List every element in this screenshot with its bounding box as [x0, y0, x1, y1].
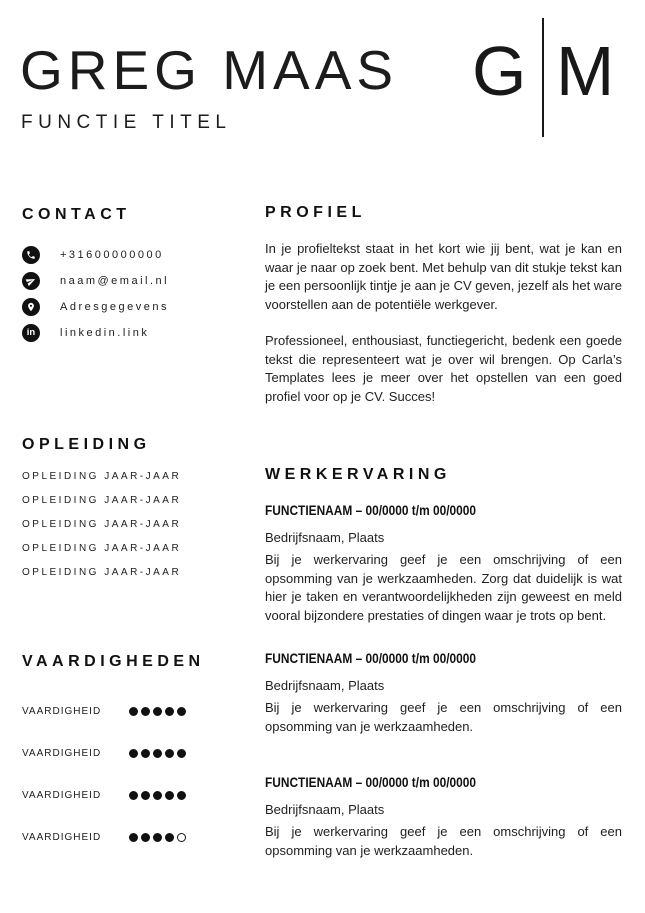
skills-section-title: VAARDIGHEDEN: [22, 653, 205, 670]
job-function-subtitle: FUNCTIE TITEL: [21, 112, 232, 133]
location-icon: [22, 298, 40, 316]
skill-dot-filled: [153, 707, 162, 716]
skill-label: VAARDIGHEID: [22, 705, 102, 717]
education-item: OPLEIDING JAAR-JAAR: [22, 495, 182, 506]
skill-dot-filled: [177, 707, 186, 716]
education-item: OPLEIDING JAAR-JAAR: [22, 567, 182, 578]
contact-item-linkedin[interactable]: [22, 324, 242, 342]
skill-dot-filled: [129, 707, 138, 716]
contact-item-phone[interactable]: [22, 246, 242, 264]
job-title: FUNCTIENAAM – 00/0000 t/m 00/0000: [265, 650, 476, 666]
education-item: OPLEIDING JAAR-JAAR: [22, 471, 182, 482]
linkedin-value: linkedin.link: [60, 327, 150, 339]
skill-dot-empty: [177, 833, 186, 842]
linkedin-icon: in: [22, 324, 40, 342]
education-item: OPLEIDING JAAR-JAAR: [22, 543, 182, 554]
job-entry: [265, 650, 622, 736]
email-value: naam@email.nl: [60, 275, 170, 287]
skill-dot-filled: [141, 833, 150, 842]
education-list: [22, 471, 242, 579]
job-company: Bedrijfsnaam, Plaats: [265, 530, 385, 545]
job-entry: [265, 502, 622, 625]
contact-item-email[interactable]: [22, 272, 242, 290]
send-icon: [22, 272, 40, 290]
contact-list: [22, 246, 242, 342]
education-section-title: OPLEIDING: [22, 436, 151, 453]
skill-dot-filled: [177, 791, 186, 800]
profile-section: [265, 205, 622, 406]
skill-dot-filled: [165, 833, 174, 842]
job-description: Bij je werkervaring geef je een omschrijving of een opsomming van je werkzaamheden.: [265, 700, 622, 734]
job-description: Bij je werkervaring geef je een omschrijving of een opsomming van je werkzaamheden. Zorg dat duidelijk is wat hier je taken en verantwoordelijkheden zijn geweest en meld vooral bijzondere prestaties of dingen waar je trots op bent.: [265, 552, 622, 623]
work-experience-section-title: WERKERVARING: [265, 466, 451, 483]
skill-dot-filled: [141, 707, 150, 716]
skill-row: [22, 830, 242, 844]
skill-dot-filled: [153, 833, 162, 842]
skill-dot-filled: [165, 707, 174, 716]
skill-row: [22, 704, 242, 718]
page-title: GREG MAAS: [20, 39, 399, 101]
skills-list: [22, 704, 242, 844]
job-list: [265, 502, 622, 860]
job-company: Bedrijfsnaam, Plaats: [265, 802, 385, 817]
job-company: Bedrijfsnaam, Plaats: [265, 678, 385, 693]
skill-dot-filled: [153, 791, 162, 800]
skill-row: [22, 746, 242, 760]
skill-dot-filled: [141, 749, 150, 758]
monogram-letter-m: M: [556, 32, 615, 110]
skill-dot-filled: [165, 791, 174, 800]
phone-value: +31600000000: [60, 249, 164, 261]
education-item: OPLEIDING JAAR-JAAR: [22, 519, 182, 530]
profile-paragraph: Professioneel, enthousiast, functiegericht, bedenk een goede tekst die representeert wat je over wil brengen. Op Carla’s Templates lees je meer over het opstellen van een goed profiel voor op je CV. Succes!: [265, 333, 622, 404]
skill-label: VAARDIGHEID: [22, 831, 102, 843]
work-experience-section: [265, 467, 622, 860]
skill-row: [22, 788, 242, 802]
skill-dot-filled: [141, 791, 150, 800]
skill-dot-filled: [153, 749, 162, 758]
contact-item-address[interactable]: [22, 298, 242, 316]
skill-dot-filled: [129, 833, 138, 842]
skill-dot-filled: [129, 791, 138, 800]
skill-dot-filled: [129, 749, 138, 758]
profile-section-title: PROFIEL: [265, 204, 366, 221]
profile-paragraph: In je profieltekst staat in het kort wie jij bent, wat je kan en waar je naar op zoek bent. Met behulp van dit stukje tekst kan je een persoonlijk tintje je aan je CV geven, jezelf als het ware voorstellen aan de potentiële werkgever.: [265, 241, 622, 312]
job-entry: [265, 774, 622, 860]
skill-dot-filled: [165, 749, 174, 758]
skill-dots: [129, 707, 186, 716]
skill-dot-filled: [177, 749, 186, 758]
education-section: [22, 437, 242, 591]
skill-label: VAARDIGHEID: [22, 789, 102, 801]
skills-section: [22, 654, 242, 872]
contact-section-title: CONTACT: [22, 206, 131, 223]
address-value: Adresgegevens: [60, 301, 169, 313]
skill-label: VAARDIGHEID: [22, 747, 102, 759]
job-title: FUNCTIENAAM – 00/0000 t/m 00/0000: [265, 774, 476, 790]
skill-dots: [129, 749, 186, 758]
monogram-divider: [542, 18, 544, 137]
skill-dots: [129, 833, 186, 842]
monogram-letter-g: G: [472, 32, 527, 110]
skill-dots: [129, 791, 186, 800]
phone-icon: [22, 246, 40, 264]
job-description: Bij je werkervaring geef je een omschrijving of een opsomming van je werkzaamheden.: [265, 824, 622, 858]
contact-section: [22, 207, 242, 350]
job-title: FUNCTIENAAM – 00/0000 t/m 00/0000: [265, 502, 476, 518]
